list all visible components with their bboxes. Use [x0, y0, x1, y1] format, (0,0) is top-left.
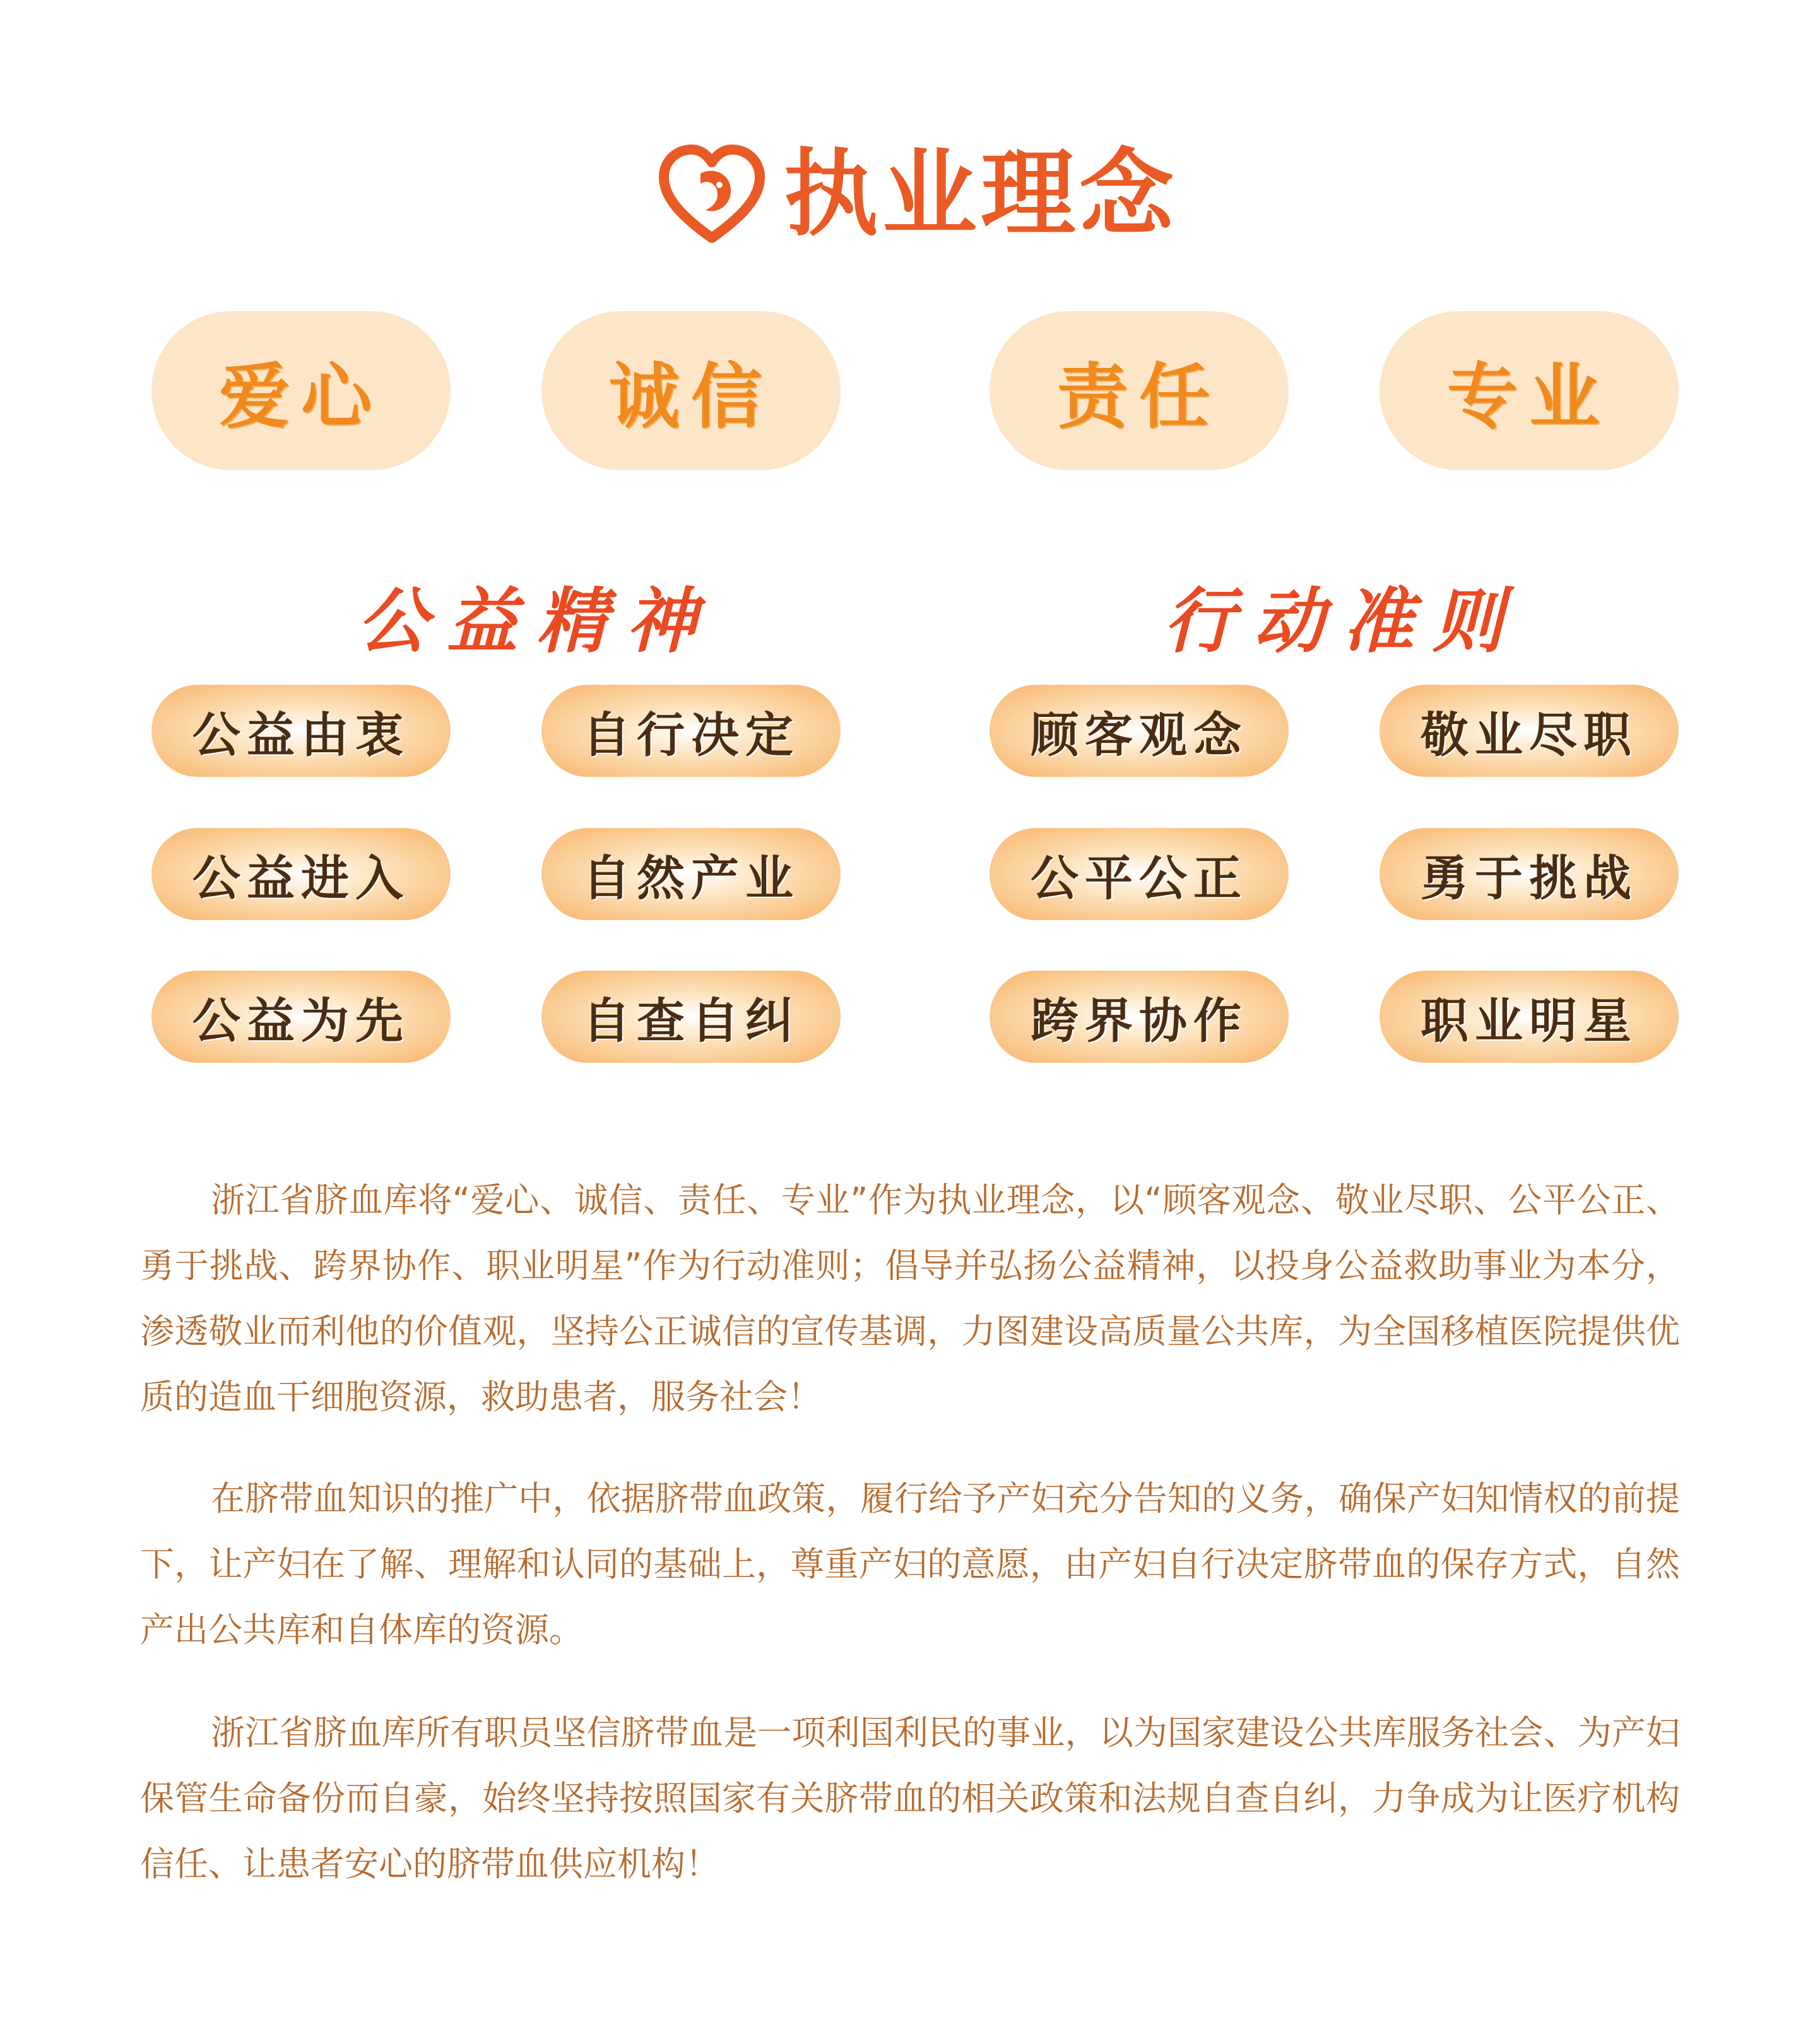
heart-baby-icon — [656, 143, 767, 246]
value-pill-integrity: 诚信 — [541, 311, 841, 470]
welfare-item: 公益由衷 — [151, 685, 451, 777]
paragraph-commitment: 浙江省脐血库所有职员坚信脐带血是一项利国利民的事业，以为国家建设公共库服务社会、为产妇保管生命备份而自豪，始终坚持按照国家有关脐带血的相关政策和法规自查自纠，力争成为让医疗机构信任、让患者安心的脐带血供应机构！ — [140, 1713, 1680, 1884]
welfare-item: 自然产业 — [541, 828, 841, 920]
welfare-item: 公益进入 — [151, 828, 451, 920]
welfare-item: 自查自纠 — [541, 971, 841, 1063]
principle-item: 顾客观念 — [990, 685, 1289, 777]
value-pill-professional: 专业 — [1380, 311, 1679, 470]
paragraph-philosophy: 浙江省脐血库将“爱心、诚信、责任、专业”作为执业理念，以“顾客观念、敬业尽职、公平公正、勇于挑战、跨界协作、职业明星”作为行动准则；倡导并弘扬公益精神，以投身公益救助事业为本分，渗透敬业而利他的价值观，坚持公正诚信的宣传基调，力图建设高质量公共库，为全国移植医院提供优质的造血干细胞资源，救助患者，服务社会！ — [140, 1180, 1680, 1417]
principle-item: 职业明星 — [1380, 971, 1679, 1063]
principle-item: 敬业尽职 — [1380, 685, 1679, 777]
principle-item: 公平公正 — [990, 828, 1289, 920]
section-heading-public-welfare: 公益精神 — [357, 580, 716, 663]
page-title — [656, 138, 1178, 251]
title-text: 执业理念 — [784, 139, 1178, 249]
paragraph-promotion: 在脐带血知识的推广中，依据脐带血政策，履行给予产妇充分告知的义务，确保产妇知情权的前提下，让产妇在了解、理解和认同的基础上，尊重产妇的意愿，由产妇自行决定脐带血的保存方式，自然产出公共库和自体库的资源。 — [140, 1479, 1680, 1650]
value-pill-love: 爱心 — [151, 311, 451, 470]
principle-item: 跨界协作 — [990, 971, 1289, 1063]
welfare-item: 公益为先 — [151, 971, 451, 1063]
value-pill-responsibility: 责任 — [990, 311, 1289, 470]
section-heading-action-principles: 行动准则 — [1164, 580, 1522, 663]
welfare-item: 自行决定 — [541, 685, 841, 777]
principle-item: 勇于挑战 — [1380, 828, 1679, 920]
